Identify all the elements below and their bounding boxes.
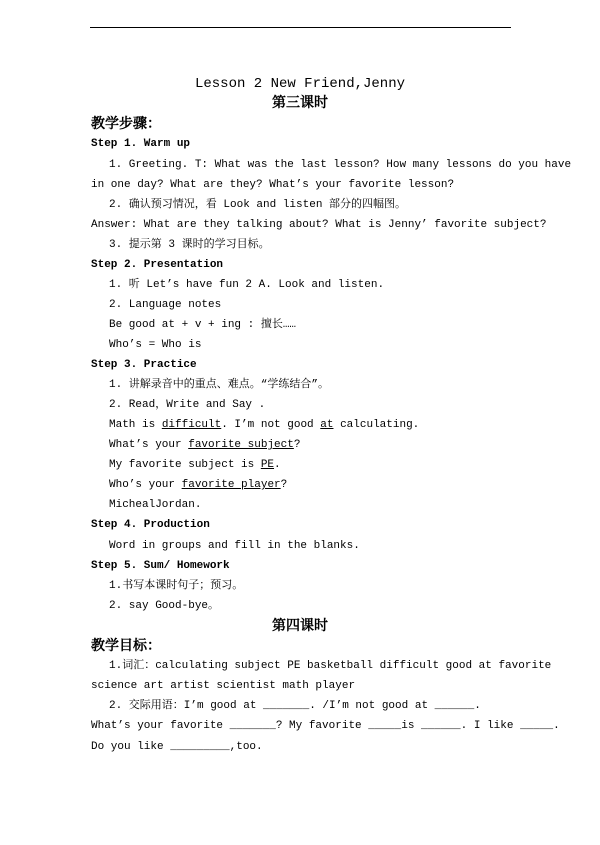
period-3-title: 第三课时	[272, 95, 328, 111]
goodbye-line: 2. say Good-bye。	[109, 600, 220, 612]
read-write-say: 2. Read，Write and Say .	[109, 399, 266, 411]
step-5-heading: Step 5. Sum/ Homework	[91, 560, 230, 572]
vocabulary-line-b: science art artist scientist math player	[91, 680, 356, 692]
answer-line: Answer: What are they talking about? What is Jenny’ favorite subject?	[91, 219, 547, 231]
be-good-at-note: Be good at + v + ing : 擅长……	[109, 319, 297, 331]
greeting-line-b: in one day? What are they? What’s your favorite lesson?	[91, 179, 455, 191]
key-points-line: 1. 讲解录音中的重点、难点。“学练结合”。	[109, 379, 330, 391]
communication-line-a: 2. 交际用语：I’m good at _______. /I’m not good at ______.	[109, 700, 481, 712]
whos-note: Who’s = Who is	[109, 339, 202, 351]
step-1-heading: Step 1. Warm up	[91, 138, 191, 150]
favorite-subject-question: What’s your favorite subject?	[109, 439, 301, 451]
listen-line: 1. 听 Let’s have fun 2 A. Look and listen.	[109, 279, 385, 291]
favorite-player-answer: MichealJordan.	[109, 499, 202, 511]
step-3-heading: Step 3. Practice	[91, 359, 197, 371]
communication-line-b: What’s your favorite _______? My favorite _____is ______. I like _____.	[91, 720, 560, 732]
preview-check: 2. 确认预习情况，看 Look and listen 部分的四幅图。	[109, 199, 407, 211]
lesson-title: Lesson 2 New Friend,Jenny	[194, 76, 406, 92]
greeting-line-a: 1. Greeting. T: What was the last lesson? How many lessons do you have	[109, 159, 572, 171]
period-4-title: 第四课时	[272, 618, 328, 634]
header-rule	[90, 27, 511, 28]
goals-heading: 教学目标：	[91, 638, 161, 654]
step-4-heading: Step 4. Production	[91, 519, 210, 531]
language-notes: 2. Language notes	[109, 299, 222, 311]
homework-line: 1.书写本课时句子；预习。	[109, 580, 244, 592]
favorite-player-question: Who’s your favorite player?	[109, 479, 288, 491]
steps-heading: 教学步骤：	[91, 116, 161, 132]
communication-line-c: Do you like _________,too.	[91, 741, 263, 753]
favorite-subject-answer: My favorite subject is PE.	[109, 459, 281, 471]
math-sentence: Math is difficult. I’m not good at calculating.	[109, 419, 420, 431]
objective-hint: 3. 提示第 3 课时的学习目标。	[109, 239, 270, 251]
vocabulary-line-a: 1.词汇：calculating subject PE basketball difficult good at favorite	[109, 660, 552, 672]
step-2-heading: Step 2. Presentation	[91, 259, 224, 271]
production-task: Word in groups and fill in the blanks.	[109, 540, 360, 552]
